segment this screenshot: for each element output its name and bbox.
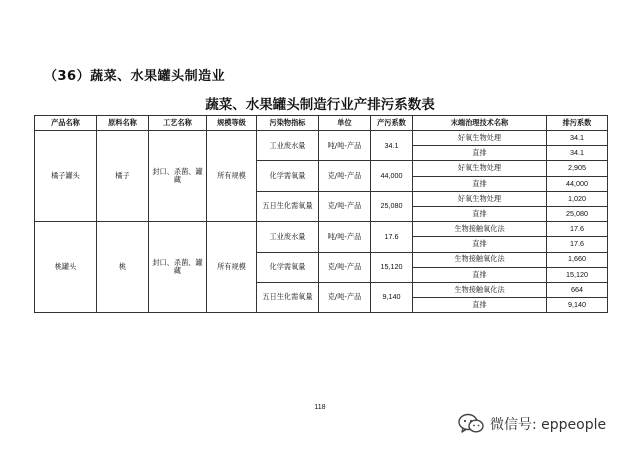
header-unit: 单位 bbox=[319, 116, 371, 131]
header-pollutant: 污染物指标 bbox=[257, 116, 319, 131]
header-emission-coefficient: 排污系数 bbox=[547, 116, 608, 131]
emission-coefficient-cell: 34.1 bbox=[547, 131, 608, 146]
header-scale: 规模等级 bbox=[207, 116, 257, 131]
emission-coefficient-cell: 25,080 bbox=[547, 206, 608, 221]
production-coefficient-cell: 34.1 bbox=[371, 131, 413, 161]
treatment-cell: 生物接触氧化法 bbox=[413, 252, 547, 267]
pollutant-cell: 工业废水量 bbox=[257, 131, 319, 161]
header-treatment: 末端治理技术名称 bbox=[413, 116, 547, 131]
production-coefficient-cell: 44,000 bbox=[371, 161, 413, 191]
scale-cell: 所有规模 bbox=[207, 222, 257, 313]
pollutant-cell: 五日生化需氧量 bbox=[257, 282, 319, 312]
pollutant-cell: 化学需氧量 bbox=[257, 252, 319, 282]
header-product: 产品名称 bbox=[35, 116, 97, 131]
emission-coefficient-cell: 17.6 bbox=[547, 222, 608, 237]
treatment-cell: 好氧生物处理 bbox=[413, 191, 547, 206]
emission-coefficient-cell: 44,000 bbox=[547, 176, 608, 191]
unit-cell: 克/吨-产品 bbox=[319, 161, 371, 191]
emission-coefficient-cell: 1,020 bbox=[547, 191, 608, 206]
treatment-cell: 直排 bbox=[413, 176, 547, 191]
unit-cell: 克/吨-产品 bbox=[319, 191, 371, 221]
wechat-icon bbox=[458, 413, 484, 435]
table-row bbox=[35, 222, 608, 237]
treatment-cell: 直排 bbox=[413, 146, 547, 161]
production-coefficient-cell: 25,080 bbox=[371, 191, 413, 221]
unit-cell: 吨/吨-产品 bbox=[319, 131, 371, 161]
treatment-cell: 直排 bbox=[413, 237, 547, 252]
emission-coefficient-cell: 2,905 bbox=[547, 161, 608, 176]
pollutant-cell: 五日生化需氧量 bbox=[257, 191, 319, 221]
emission-coefficient-cell: 15,120 bbox=[547, 267, 608, 282]
production-coefficient-cell: 9,140 bbox=[371, 282, 413, 312]
table-title: 蔬菜、水果罐头制造行业产排污系数表 bbox=[205, 97, 435, 113]
product-cell: 橘子罐头 bbox=[35, 131, 97, 222]
treatment-cell: 直排 bbox=[413, 298, 547, 313]
production-coefficient-cell: 17.6 bbox=[371, 222, 413, 252]
treatment-cell: 好氧生物处理 bbox=[413, 161, 547, 176]
emission-coefficient-cell: 34.1 bbox=[547, 146, 608, 161]
emission-coefficient-cell: 664 bbox=[547, 282, 608, 297]
treatment-cell: 生物接触氧化法 bbox=[413, 222, 547, 237]
unit-cell: 吨/吨-产品 bbox=[319, 222, 371, 252]
treatment-cell: 生物接触氧化法 bbox=[413, 282, 547, 297]
treatment-cell: 好氧生物处理 bbox=[413, 131, 547, 146]
unit-cell: 克/吨-产品 bbox=[319, 282, 371, 312]
product-cell: 桃罐头 bbox=[35, 222, 97, 313]
material-cell: 桃 bbox=[97, 222, 149, 313]
material-cell: 橘子 bbox=[97, 131, 149, 222]
emission-coefficient-cell: 17.6 bbox=[547, 237, 608, 252]
process-cell: 封口、杀菌、罐藏 bbox=[149, 131, 207, 222]
wechat-watermark bbox=[458, 410, 606, 438]
emission-coefficient-cell: 9,140 bbox=[547, 298, 608, 313]
table-header-row bbox=[35, 116, 608, 131]
pollutant-cell: 化学需氧量 bbox=[257, 161, 319, 191]
header-process: 工艺名称 bbox=[149, 116, 207, 131]
pollutant-cell: 工业废水量 bbox=[257, 222, 319, 252]
production-coefficient-cell: 15,120 bbox=[371, 252, 413, 282]
section-heading: （36）蔬菜、水果罐头制造业 bbox=[44, 69, 226, 84]
process-cell: 封口、杀菌、罐藏 bbox=[149, 222, 207, 313]
header-production-coefficient: 产污系数 bbox=[371, 116, 413, 131]
emission-coefficient-table bbox=[34, 115, 608, 313]
treatment-cell: 直排 bbox=[413, 206, 547, 221]
treatment-cell: 直排 bbox=[413, 267, 547, 282]
page-number: 118 bbox=[314, 404, 326, 411]
unit-cell: 克/吨-产品 bbox=[319, 252, 371, 282]
table-row bbox=[35, 131, 608, 146]
emission-coefficient-cell: 1,660 bbox=[547, 252, 608, 267]
watermark-text: 微信号: eppeople bbox=[490, 417, 607, 433]
header-material: 原料名称 bbox=[97, 116, 149, 131]
scale-cell: 所有规模 bbox=[207, 131, 257, 222]
